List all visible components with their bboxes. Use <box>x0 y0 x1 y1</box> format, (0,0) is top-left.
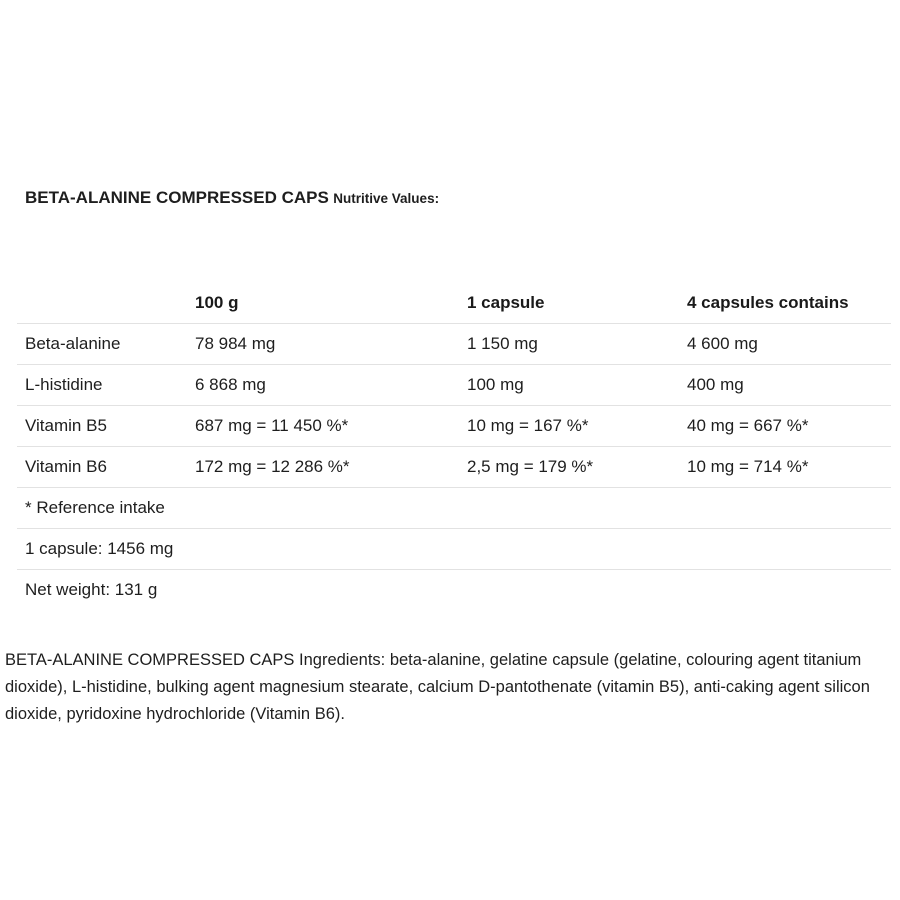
nutrient-name: Vitamin B5 <box>17 406 187 447</box>
note-row <box>17 488 891 529</box>
column-header-1-capsule: 1 capsule <box>459 283 679 324</box>
ingredients-text: BETA-ALANINE COMPRESSED CAPS Ingredients: beta-alanine, gelatine capsule (gelatine, colouring agent titanium dioxide), L-histidine, bulking agent magnesium stearate, calcium D-pantothenate (vitamin B5), anti-caking agent silicon dioxide, pyridoxine hydrochloride (Vitamin B6). <box>5 650 870 723</box>
column-header-nutrient <box>17 283 187 324</box>
value-100g: 78 984 mg <box>187 324 459 365</box>
note-row <box>17 570 891 611</box>
table-header-row <box>17 283 891 324</box>
value-4-capsules: 400 mg <box>679 365 891 406</box>
value-100g: 172 mg = 12 286 %* <box>187 447 459 488</box>
table-row <box>17 447 891 488</box>
column-header-4-capsules: 4 capsules contains <box>679 283 891 324</box>
table-row <box>17 324 891 365</box>
note-row <box>17 529 891 570</box>
product-name: BETA-ALANINE COMPRESSED CAPS <box>25 188 329 207</box>
table-row <box>17 365 891 406</box>
page-title <box>25 188 439 208</box>
table-row <box>17 406 891 447</box>
value-1-capsule: 2,5 mg = 179 %* <box>459 447 679 488</box>
value-4-capsules: 4 600 mg <box>679 324 891 365</box>
capsule-weight-note: 1 capsule: 1456 mg <box>17 529 891 570</box>
value-100g: 6 868 mg <box>187 365 459 406</box>
value-1-capsule: 10 mg = 167 %* <box>459 406 679 447</box>
value-4-capsules: 10 mg = 714 %* <box>679 447 891 488</box>
nutrition-table <box>17 283 891 610</box>
value-1-capsule: 100 mg <box>459 365 679 406</box>
value-4-capsules: 40 mg = 667 %* <box>679 406 891 447</box>
nutritive-values-label: Nutritive Values: <box>333 191 440 206</box>
nutrient-name: L-histidine <box>17 365 187 406</box>
value-1-capsule: 1 150 mg <box>459 324 679 365</box>
value-100g: 687 mg = 11 450 %* <box>187 406 459 447</box>
net-weight-note: Net weight: 131 g <box>25 580 158 599</box>
reference-intake-note: * Reference intake <box>17 488 891 529</box>
nutrient-name: Vitamin B6 <box>17 447 187 488</box>
nutrient-name: Beta-alanine <box>17 324 187 365</box>
column-header-100g: 100 g <box>187 283 459 324</box>
